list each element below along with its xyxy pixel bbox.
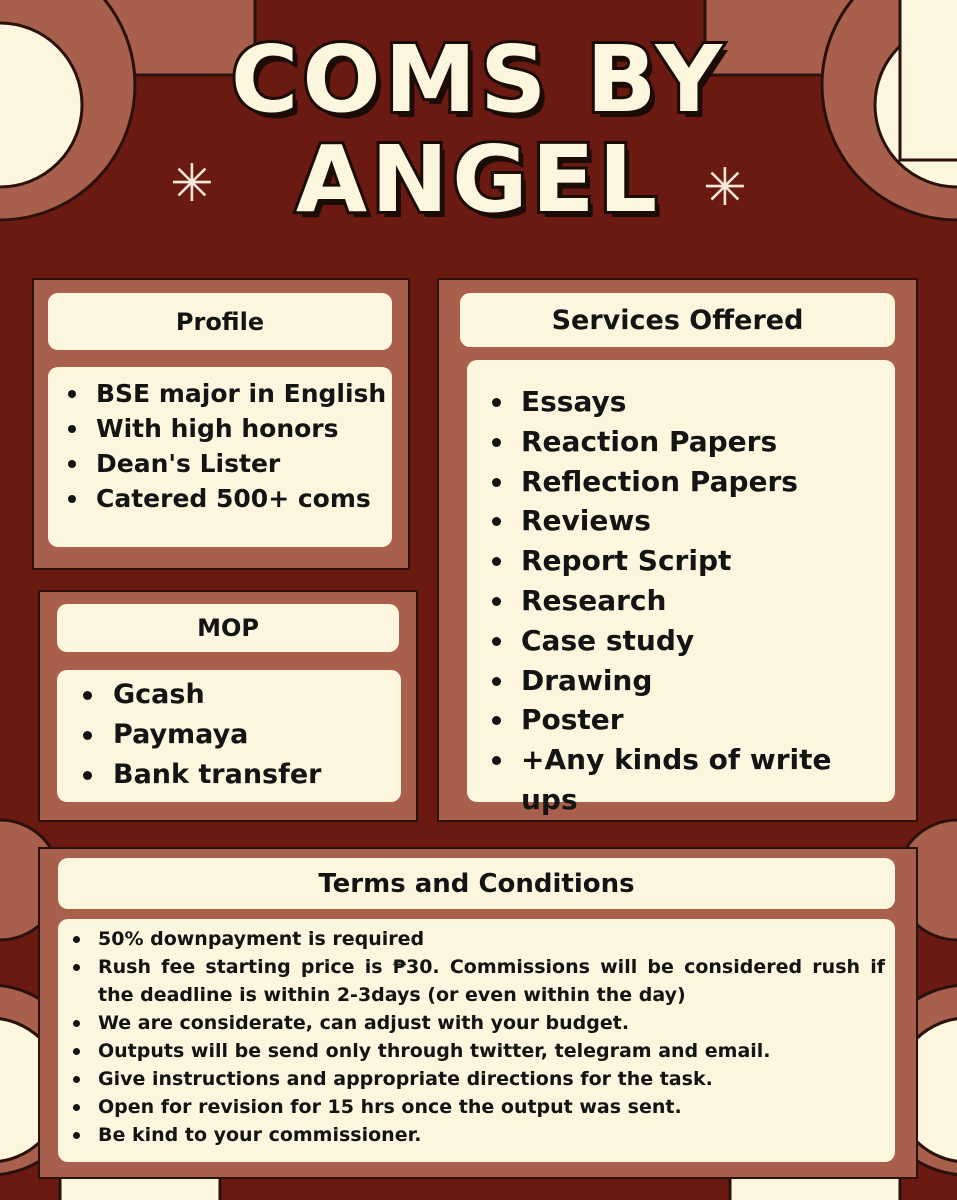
profile-heading: Profile bbox=[48, 293, 392, 350]
list-item: Reaction Papers bbox=[467, 422, 895, 462]
title-line-1: COMS BY bbox=[230, 26, 727, 133]
services-list bbox=[467, 382, 895, 820]
list-item: Essays bbox=[467, 382, 895, 422]
list-item: Give instructions and appropriate directions for the task. bbox=[58, 1065, 889, 1093]
list-item: Case study bbox=[467, 621, 895, 661]
sparkle-icon: ✳ bbox=[703, 158, 747, 218]
list-item: We are considerate, can adjust with your budget. bbox=[58, 1009, 889, 1037]
page-title bbox=[0, 26, 957, 233]
list-item: Rush fee starting price is ₱30. Commissions will be considered rush if the deadline is within 2-3days (or even within the day) bbox=[58, 953, 889, 1009]
list-item: Research bbox=[467, 581, 895, 621]
mop-box bbox=[57, 670, 401, 802]
list-item: Be kind to your commissioner. bbox=[58, 1121, 889, 1149]
list-item: Drawing bbox=[467, 661, 895, 701]
title-line-2: ANGEL bbox=[295, 126, 662, 233]
services-heading: Services Offered bbox=[460, 293, 895, 347]
list-item: Report Script bbox=[467, 541, 895, 581]
list-item: Poster bbox=[467, 700, 895, 740]
terms-box bbox=[58, 919, 895, 1162]
mop-list bbox=[57, 675, 401, 795]
list-item: +Any kinds of write ups bbox=[467, 740, 895, 820]
list-item: Open for revision for 15 hrs once the output was sent. bbox=[58, 1093, 889, 1121]
profile-box bbox=[48, 367, 392, 547]
list-item: With high honors bbox=[48, 411, 392, 446]
list-item: Gcash bbox=[57, 675, 401, 715]
terms-list bbox=[58, 925, 889, 1149]
profile-list bbox=[48, 376, 392, 516]
list-item: Dean's Lister bbox=[48, 446, 392, 481]
services-box bbox=[467, 360, 895, 816]
list-item: Bank transfer bbox=[57, 755, 401, 795]
list-item: Reflection Papers bbox=[467, 462, 895, 502]
sparkle-icon: ✳ bbox=[170, 154, 214, 214]
list-item: Paymaya bbox=[57, 715, 401, 755]
list-item: BSE major in English bbox=[48, 376, 392, 411]
terms-heading: Terms and Conditions bbox=[58, 858, 895, 909]
list-item: 50% downpayment is required bbox=[58, 925, 889, 953]
list-item: Catered 500+ coms bbox=[48, 481, 392, 516]
list-item: Reviews bbox=[467, 501, 895, 541]
mop-heading: MOP bbox=[57, 604, 399, 652]
list-item: Outputs will be send only through twitter, telegram and email. bbox=[58, 1037, 889, 1065]
